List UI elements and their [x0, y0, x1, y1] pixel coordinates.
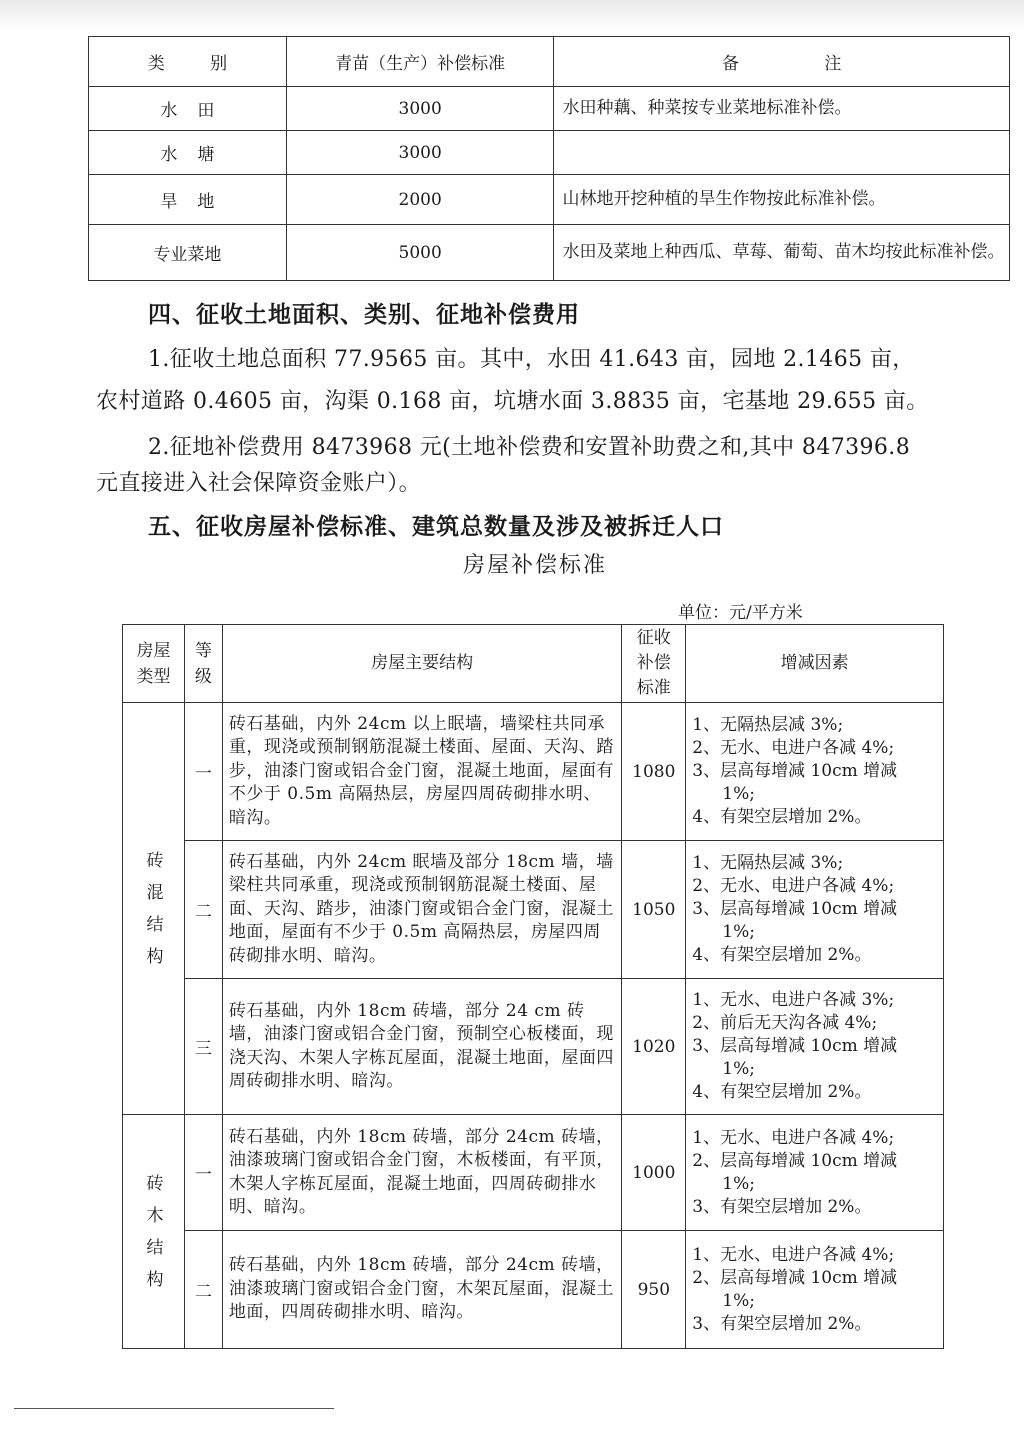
category-cell: 水塘 — [89, 131, 287, 175]
remark-cell: 水田种藕、种菜按专业菜地标准补偿。 — [554, 87, 1010, 131]
house-type-cell: 砖混结构 — [123, 703, 185, 1115]
structure-cell: 砖石基础，内外 18cm 砖墙，部分 24cm 砖墙，油漆玻璃门窗或铝合金门窗，木架瓦屋面，混凝土地面，四周砖砌排水明、暗沟。 — [222, 1231, 621, 1349]
table-header-row — [89, 37, 1010, 87]
remark-cell: 山林地开挖种植的旱生作物按此标准补偿。 — [554, 175, 1010, 225]
factor-line: 3、层高每增减 10cm 增减 — [692, 761, 898, 781]
category-cell: 旱地 — [89, 175, 287, 225]
house-type-cell: 砖木结构 — [123, 1115, 185, 1349]
unit-label: 单位：元/平方米 — [678, 603, 803, 623]
grade-cell: 一 — [184, 703, 222, 841]
header-grade: 等级 — [184, 625, 222, 703]
factor-line: 1、无水、电进户各减 4%; — [692, 1244, 895, 1265]
factor-line: 4、有架空层增加 2%。 — [692, 945, 872, 965]
factor-line: 3、有架空层增加 2%。 — [692, 1196, 872, 1217]
table-row — [123, 1115, 944, 1231]
table-row — [123, 703, 944, 841]
table-row — [123, 1231, 944, 1349]
header-structure: 房屋主要结构 — [222, 625, 621, 703]
table-caption: 房屋补偿标准 — [462, 553, 607, 578]
header-factors: 增减因素 — [686, 625, 944, 703]
factor-line: 4、有架空层增加 2%。 — [692, 1082, 872, 1102]
factor-line: 2、前后无天沟各减 4%; — [692, 1013, 878, 1033]
category-cell: 专业菜地 — [89, 225, 287, 281]
factor-line: 3、有架空层增加 2%。 — [692, 1313, 872, 1334]
factors-cell — [686, 1115, 944, 1231]
section-heading: 四、征收土地面积、类别、征地补偿费用 — [148, 301, 580, 328]
factors-cell — [686, 979, 944, 1115]
factor-line: 1%; — [722, 784, 755, 804]
factors-cell — [686, 703, 944, 841]
standard-cell: 1050 — [622, 841, 686, 979]
grade-cell: 一 — [184, 1115, 222, 1231]
table-row — [89, 131, 1010, 175]
header-standard: 青苗（生产）补偿标准 — [286, 37, 554, 87]
factor-line: 1、无水、电进户各减 4%; — [692, 1127, 895, 1148]
structure-cell: 砖石基础，内外 24cm 眠墙及部分 18cm 墙，墙梁柱共同承重，现浇或预制钢筋混凝土楼面、屋面、天沟、踏步，油漆门窗或铝合金门窗，混凝土地面，屋面有不少于 0.5m 高隔热层，房屋四周砖砌排水明、暗沟。 — [222, 841, 621, 979]
factor-line: 2、无水、电进户各减 4%; — [692, 876, 895, 896]
table-header-row — [123, 625, 944, 703]
housing-compensation-table — [122, 624, 944, 1349]
paragraph-line: 农村道路 0.4605 亩，沟渠 0.168 亩，坑塘水面 3.8835 亩，宅基地 29.655 亩。 — [96, 389, 929, 414]
factor-line: 1、无水、电进户各减 3%; — [692, 990, 895, 1010]
scan-edge-shadow — [0, 0, 1024, 30]
header-category: 类 别 — [89, 37, 287, 87]
header-remark: 备 注 — [554, 37, 1010, 87]
table-row — [123, 979, 944, 1115]
table-row — [89, 225, 1010, 281]
category-cell: 水田 — [89, 87, 287, 131]
table-row — [89, 175, 1010, 225]
factor-line: 2、层高每增减 10cm 增减 — [692, 1150, 898, 1171]
factor-line: 1%; — [722, 1173, 755, 1194]
standard-cell: 1020 — [622, 979, 686, 1115]
structure-cell: 砖石基础，内外 18cm 砖墙，部分 24 cm 砖墙，油漆门窗或铝合金门窗，预制空心板楼面，现浇天沟、木架人字栋瓦屋面，混凝土地面，屋面四周砖砌排水明、暗沟。 — [222, 979, 621, 1115]
table-row — [123, 841, 944, 979]
grade-cell: 二 — [184, 841, 222, 979]
structure-cell: 砖石基础，内外 24cm 以上眠墙，墙梁柱共同承重，现浇或预制钢筋混凝土楼面、屋面、天沟、踏步，油漆门窗或铝合金门窗，混凝土地面，屋面有不少于 0.5m 高隔热层，房屋四周砖砌排水明、暗沟。 — [222, 703, 621, 841]
structure-cell: 砖石基础，内外 18cm 砖墙，部分 24cm 砖墙，油漆玻璃门窗或铝合金门窗，木板楼面，有平顶，木架人字栋瓦屋面，混凝土地面，四周砖砌排水明、暗沟。 — [222, 1115, 621, 1231]
factor-line: 1%; — [722, 1290, 755, 1311]
remark-cell: 水田及菜地上种西瓜、草莓、葡萄、苗木均按此标准补偿。 — [554, 225, 1010, 281]
standard-cell: 2000 — [286, 175, 554, 225]
factors-cell — [686, 841, 944, 979]
standard-cell: 1000 — [622, 1115, 686, 1231]
standard-cell: 5000 — [286, 225, 554, 281]
table-row — [89, 87, 1010, 131]
header-type: 房屋类型 — [123, 625, 185, 703]
crop-compensation-table — [88, 36, 1010, 281]
standard-cell: 3000 — [286, 87, 554, 131]
footer-divider — [14, 1408, 334, 1409]
section-heading: 五、征收房屋补偿标准、建筑总数量及涉及被拆迁人口 — [148, 513, 724, 540]
grade-cell: 三 — [184, 979, 222, 1115]
factor-line: 2、层高每增减 10cm 增减 — [692, 1267, 898, 1288]
factor-line: 4、有架空层增加 2%。 — [692, 807, 872, 827]
factor-line: 3、层高每增减 10cm 增减 — [692, 1036, 898, 1056]
factor-line: 1、无隔热层减 3%; — [692, 853, 844, 873]
factor-line: 3、层高每增减 10cm 增减 — [692, 899, 898, 919]
standard-cell: 950 — [622, 1231, 686, 1349]
paragraph-line: 1.征收土地总面积 77.9565 亩。其中，水田 41.643 亩，园地 2.1465 亩， — [148, 347, 915, 372]
factor-line: 1%; — [722, 922, 755, 942]
standard-cell: 3000 — [286, 131, 554, 175]
factor-line: 1、无隔热层减 3%; — [692, 715, 844, 735]
header-standard: 征收补偿标准 — [622, 625, 686, 703]
standard-cell: 1080 — [622, 703, 686, 841]
paragraph-line: 2.征地补偿费用 8473968 元(土地补偿费和安置补助费之和,其中 847396.8 — [148, 435, 911, 460]
factor-line: 2、无水、电进户各减 4%; — [692, 738, 895, 758]
grade-cell: 二 — [184, 1231, 222, 1349]
factor-line: 1%; — [722, 1059, 755, 1079]
factors-cell — [686, 1231, 944, 1349]
remark-cell — [554, 131, 1010, 175]
paragraph-line: 元直接进入社会保障资金账户）。 — [96, 471, 422, 496]
